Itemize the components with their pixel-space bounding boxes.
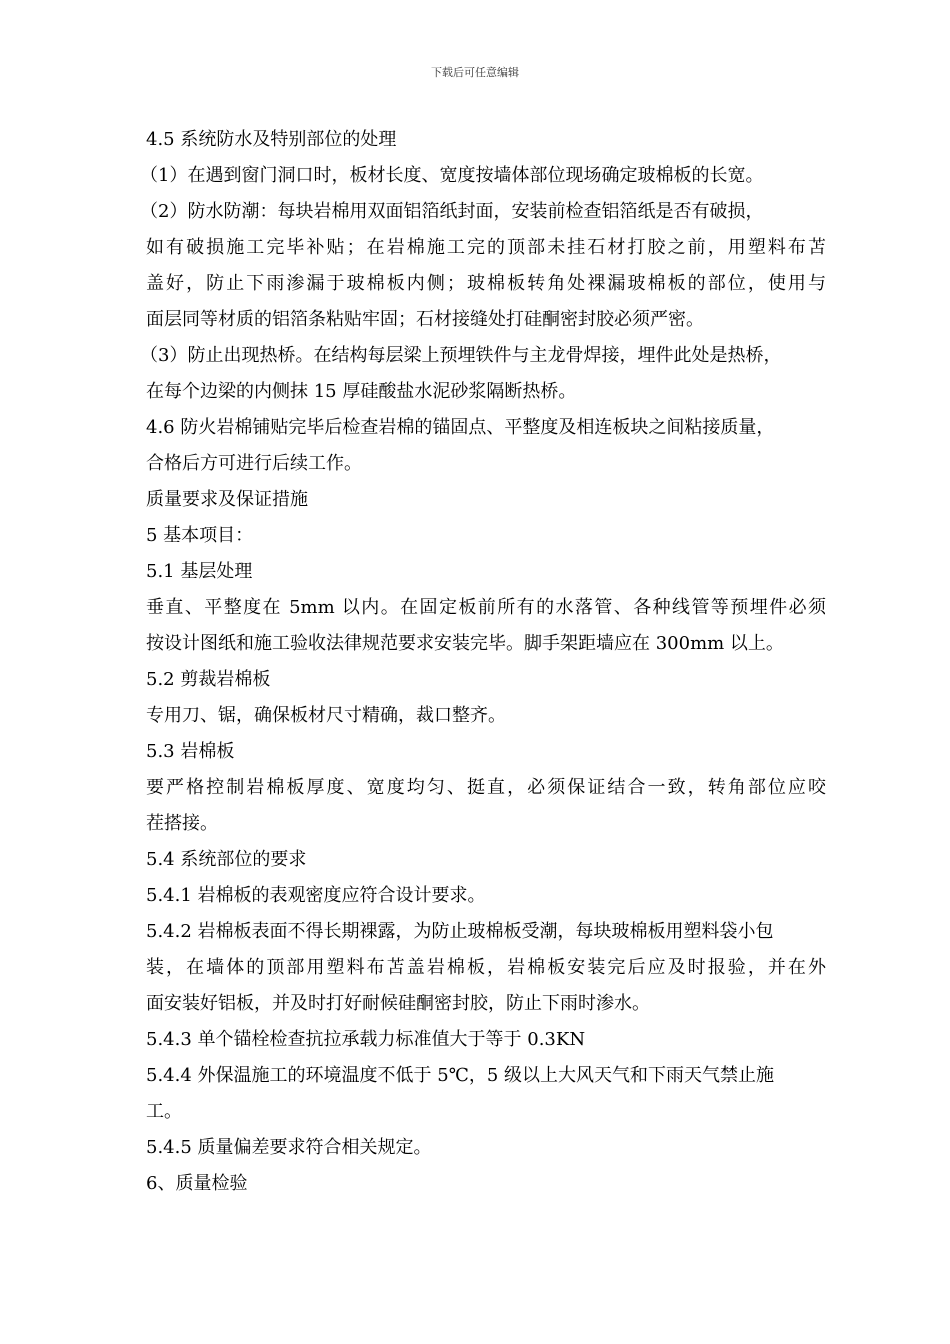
paragraph-line: 在每个边梁的内侧抹 15 厚硅酸盐水泥砂浆隔断热桥。: [146, 381, 577, 402]
paragraph-line: （2）防水防潮：每块岩棉用双面铝箔纸封面，安装前检查铝箔纸是否有破损，: [140, 201, 764, 222]
paragraph-line: 4.6 防火岩棉铺贴完毕后检查岩棉的锚固点、平整度及相连板块之间粘接质量，: [146, 417, 775, 438]
section-heading-4-5: 4.5 系统防水及特别部位的处理: [146, 129, 397, 150]
paragraph-line: 要严格控制岩棉板厚度、宽度均匀、挺直，必须保证结合一致，转角部位应咬: [146, 777, 826, 798]
section-heading-5-4: 5.4 系统部位的要求: [146, 849, 307, 870]
paragraph-line: 合格后方可进行后续工作。: [146, 453, 362, 474]
section-heading-5-1: 5.1 基层处理: [146, 561, 253, 582]
section-heading-6: 6、质量检验: [146, 1173, 248, 1194]
paragraph-line: 按设计图纸和施工验收法律规范要求安装完毕。脚手架距墙应在 300mm 以上。: [146, 633, 784, 654]
page-header-note: 下载后可任意编辑: [431, 66, 519, 79]
section-heading-5-2: 5.2 剪裁岩棉板: [146, 669, 271, 690]
paragraph-line: 5.4.5 质量偏差要求符合相关规定。: [146, 1137, 432, 1158]
paragraph-line: 面层同等材质的铝箔条粘贴牢固；石材接缝处打硅酮密封胶必须严密。: [146, 309, 704, 330]
paragraph-line: 5.4.3 单个锚栓检查抗拉承载力标准值大于等于 0.3KN: [146, 1029, 586, 1050]
paragraph-line: （3）防止出现热桥。在结构每层梁上预埋铁件与主龙骨焊接，埋件此处是热桥，: [140, 345, 782, 366]
section-heading-5-3: 5.3 岩棉板: [146, 741, 235, 762]
paragraph-line: 面安装好铝板，并及时打好耐候硅酮密封胶，防止下雨时渗水。: [146, 993, 650, 1014]
section-heading-quality: 质量要求及保证措施: [146, 489, 308, 510]
paragraph-line: 专用刀、锯，确保板材尺寸精确，裁口整齐。: [146, 705, 506, 726]
paragraph-line: 5.4.1 岩棉板的表观密度应符合设计要求。: [146, 885, 486, 906]
document-body: [140, 122, 826, 1202]
paragraph-line: 茬搭接。: [146, 813, 218, 834]
paragraph-line: 工。: [146, 1101, 182, 1122]
paragraph-line: 盖好，防止下雨渗漏于玻棉板内侧；玻棉板转角处裸漏玻棉板的部位，使用与: [146, 273, 826, 294]
paragraph-line: 垂直、平整度在 5mm 以内。在固定板前所有的水落管、各种线管等预埋件必须: [146, 597, 826, 618]
paragraph-line: 5.4.4 外保温施工的环境温度不低于 5℃，5 级以上大风天气和下雨天气禁止施: [146, 1065, 775, 1086]
paragraph-line: 5.4.2 岩棉板表面不得长期裸露，为防止玻棉板受潮，每块玻棉板用塑料袋小包: [146, 921, 774, 942]
paragraph-line: （1）在遇到窗门洞口时，板材长度、宽度按墙体部位现场确定玻棉板的长宽。: [140, 165, 764, 186]
paragraph-line: 如有破损施工完毕补贴；在岩棉施工完的顶部未挂石材打胶之前，用塑料布苫: [146, 237, 826, 258]
section-heading-5: 5 基本项目：: [146, 525, 254, 546]
paragraph-line: 装，在墙体的顶部用塑料布苫盖岩棉板，岩棉板安装完后应及时报验，并在外: [146, 957, 826, 978]
